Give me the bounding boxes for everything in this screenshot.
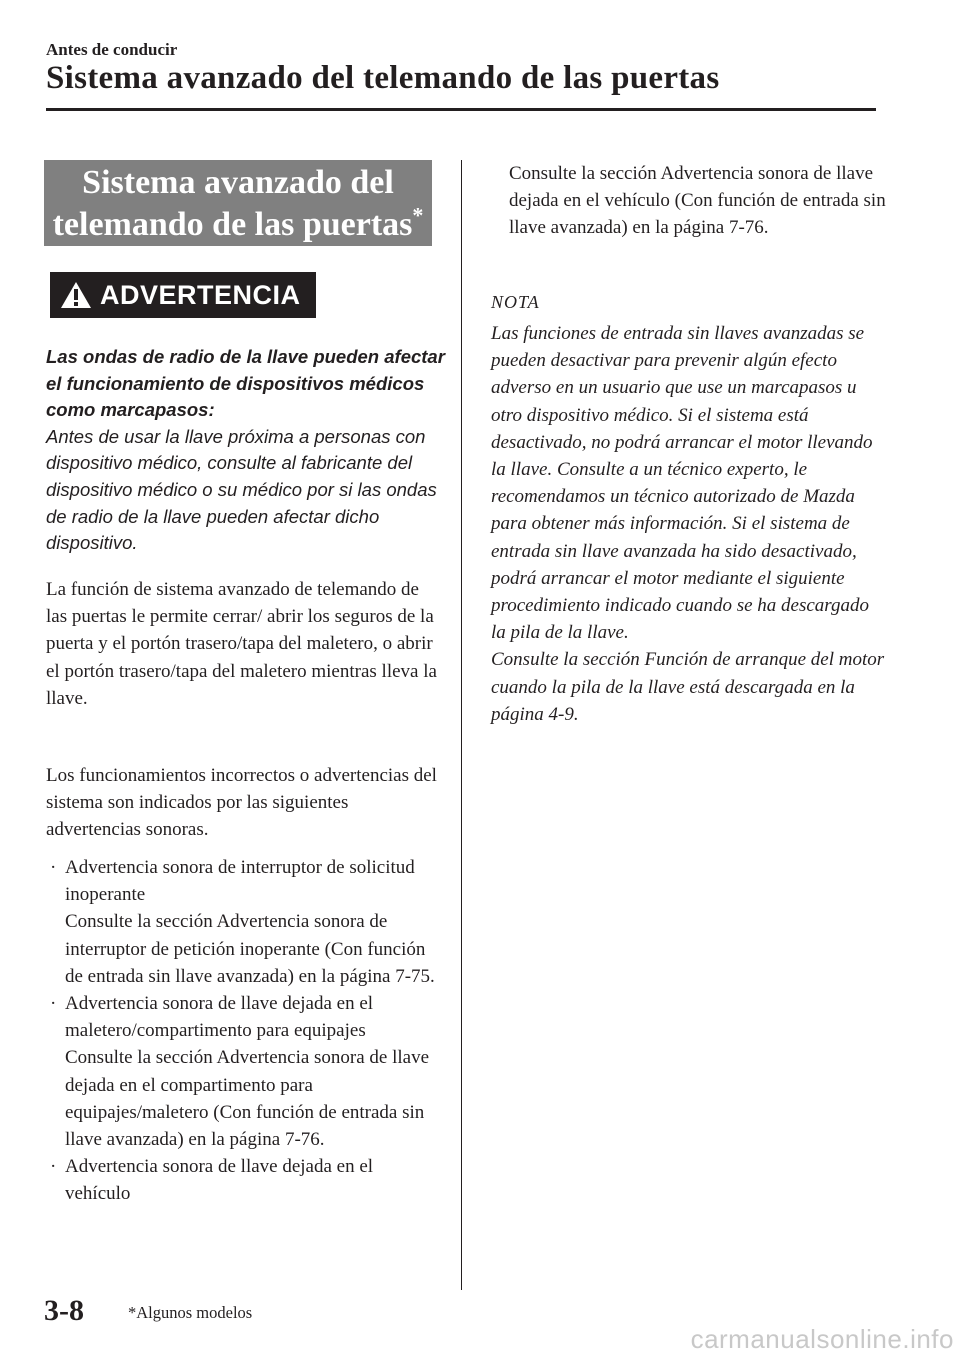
list-item-title: Advertencia sonora de interruptor de solicitud inoperante [65,857,415,906]
list-item-title: Advertencia sonora de llave dejada en el vehículo [65,1156,374,1205]
bullet-icon: · [50,993,57,1015]
body-paragraph-1: La función de sistema avanzado de telemando de las puertas le permite cerrar/ abrir los seguros de la puerta y el portón trasero/tapa del maletero, o abrir el portón trasero/tapa del maletero mientras lleva la llave. [46,579,437,709]
note-text-part1: Las funciones de entrada sin llaves avanzadas se pueden desactivar para prevenir algún efecto adverso en un usuario que use un marcapasos u otro dispositivo médico. Si el sistema está desactivado, no podrá arrancar el motor llevando la llave. Consulte a un técnico experto, le recomendamos un técnico autorizado de Mazda para obtener más información. Si el sistema de entrada sin llave avanzada ha sido desactivado, podrá arrancar el motor mediante el siguiente procedimiento indicado cuando se ha descargado la pila de la llave. [491,323,873,644]
watermark: carmanualsonline.info [690,1324,954,1354]
column-divider [461,160,462,1290]
continued-reference: Consulte la sección Advertencia sonora de llave dejada en el vehículo (Con función de entrada sin llave avanzada) en la página 7-76. [509,163,886,239]
warning-text [46,344,446,557]
list-item-reference: Consulte la sección Advertencia sonora de llave dejada en el compartimento para equipajes/maletero (Con función de entrada sin llave avanzada) en la página 7-76. [65,1047,430,1151]
footnote: *Algunos modelos [128,1303,253,1322]
body-paragraph-2: Los funcionamientos incorrectos o advertencias del sistema son indicados por las siguientes advertencias sonoras. [46,765,437,841]
header-rule [46,108,876,111]
beep-warning-list [46,854,441,1208]
note-text-part2: Consulte la sección Función de arranque del motor cuando la pila de la llave está descargada en la página 4-9. [491,649,885,725]
warning-label-text: ADVERTENCIA [100,279,301,310]
warning-body-text: Antes de usar la llave próxima a personas con dispositivo médico, consulte al fabricante del dispositivo médico o su médico por si las ondas de radio de la llave pueden afectar dicho dispositivo. [46,425,437,554]
note-text [491,320,886,728]
page-number: 3-8 [44,1294,84,1327]
warning-label-box [50,272,316,318]
optional-equipment-asterisk: * [412,202,424,228]
section-title-line1: Sistema avanzado del [82,164,394,201]
list-item [46,854,441,990]
warning-triangle-icon [60,281,92,309]
list-item-title: Advertencia sonora de llave dejada en el maletero/compartimento para equipajes [65,993,374,1042]
warning-bold-text: Las ondas de radio de la llave pueden afectar el funcionamiento de dispositivos médicos como marcapasos: [46,346,445,421]
running-section-header: Antes de conducir [46,40,178,59]
running-page-title: Sistema avanzado del telemando de las puertas [46,60,720,96]
bullet-icon: · [50,1156,57,1178]
list-item-reference: Consulte la sección Advertencia sonora de interruptor de petición inoperante (Con función de entrada sin llave avanzada) en la página 7-75. [65,911,435,987]
section-title-banner [44,160,432,246]
list-item [46,1153,441,1207]
bullet-icon: · [50,857,57,878]
section-title-line2-text: telemando de las puertas [52,206,413,243]
list-item [46,990,441,1153]
section-title-line2 [44,204,432,246]
note-title: NOTA [491,292,540,312]
